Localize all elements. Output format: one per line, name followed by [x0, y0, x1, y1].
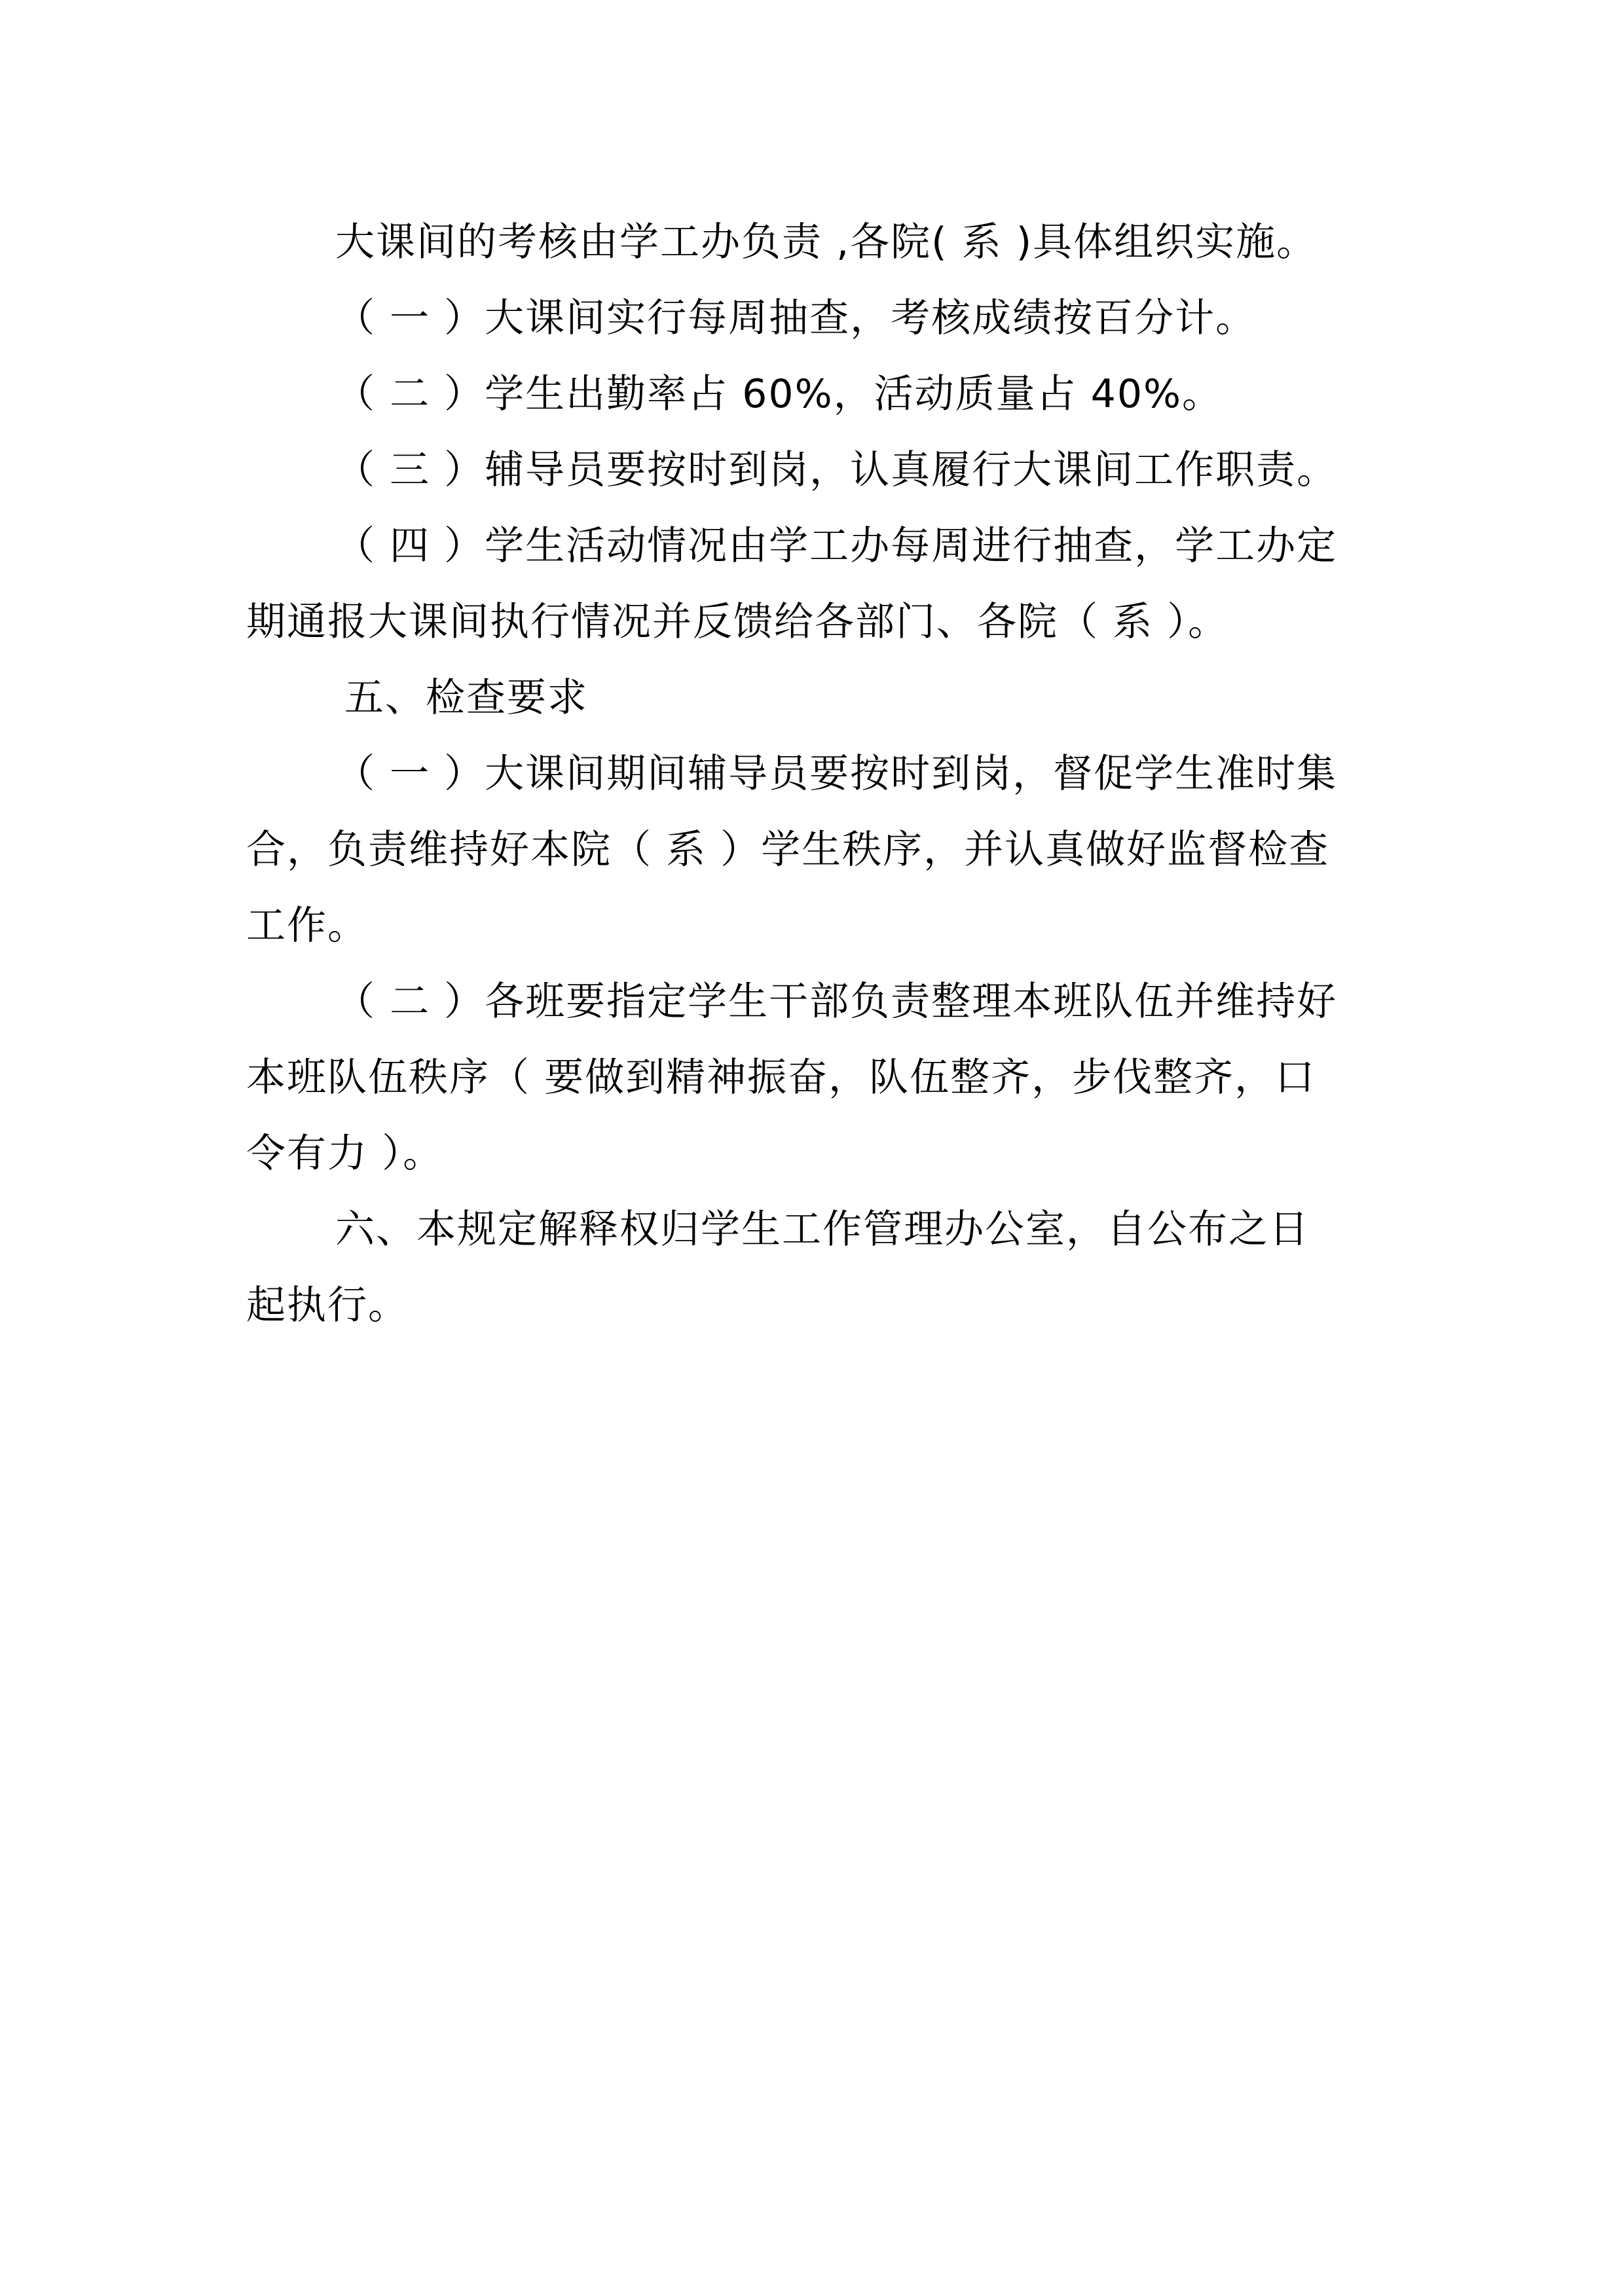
- section-heading-inspection-requirements: [246, 660, 1386, 736]
- paragraph-counselor-supervision: [246, 736, 1386, 964]
- text-line: 合，负责维持好本院（ 系 ）学生秩序，并认真做好监督检查: [246, 827, 1330, 873]
- text-line: 起执行。: [246, 1283, 409, 1328]
- text-line: 六、本规定解释权归学生工作管理办公室，自公布之日: [335, 1207, 1310, 1252]
- text-line: 期通报大课间执行情况并反馈给各部门、各院（ 系 ）。: [246, 599, 1229, 645]
- text-line: （ 二 ）各班要指定学生干部负责整理本班队伍并维持好: [335, 979, 1338, 1025]
- paragraph-class-order: [246, 964, 1386, 1192]
- text-line: （ 四 ）学生活动情况由学工办每周进行抽查，学工办定: [335, 523, 1338, 569]
- paragraph-score-ratio: [246, 356, 1386, 432]
- paragraph-assessment-responsibility: [246, 204, 1386, 280]
- text-line: 工作。: [246, 903, 368, 949]
- text-line: （ 一 ）大课间期间辅导员要按时到岗，督促学生准时集: [335, 751, 1338, 797]
- text-line: （ 二 ）学生出勤率占 60%，活动质量占 40%。: [335, 371, 1223, 417]
- paragraph-interpretation-clause: [246, 1192, 1386, 1343]
- text-line: （ 三 ）辅导员要按时到岗，认真履行大课间工作职责。: [335, 447, 1338, 493]
- text-line: 令有力 ）。: [246, 1131, 444, 1176]
- text-line: 五、检查要求: [344, 675, 588, 721]
- text-line: （ 一 ）大课间实行每周抽查，考核成绩按百分计。: [335, 295, 1257, 341]
- paragraph-activity-report: [246, 508, 1386, 660]
- paragraph-counselor-duty: [246, 432, 1386, 508]
- paragraph-weekly-inspection: [246, 280, 1386, 356]
- text-line: 大课间的考核由学工办负责 ,各院( 系 )具体组织实施。: [335, 219, 1318, 265]
- text-line: 本班队伍秩序（ 要做到精神振奋，队伍整齐，步伐整齐，口: [246, 1055, 1316, 1101]
- document-body: [246, 204, 1386, 1343]
